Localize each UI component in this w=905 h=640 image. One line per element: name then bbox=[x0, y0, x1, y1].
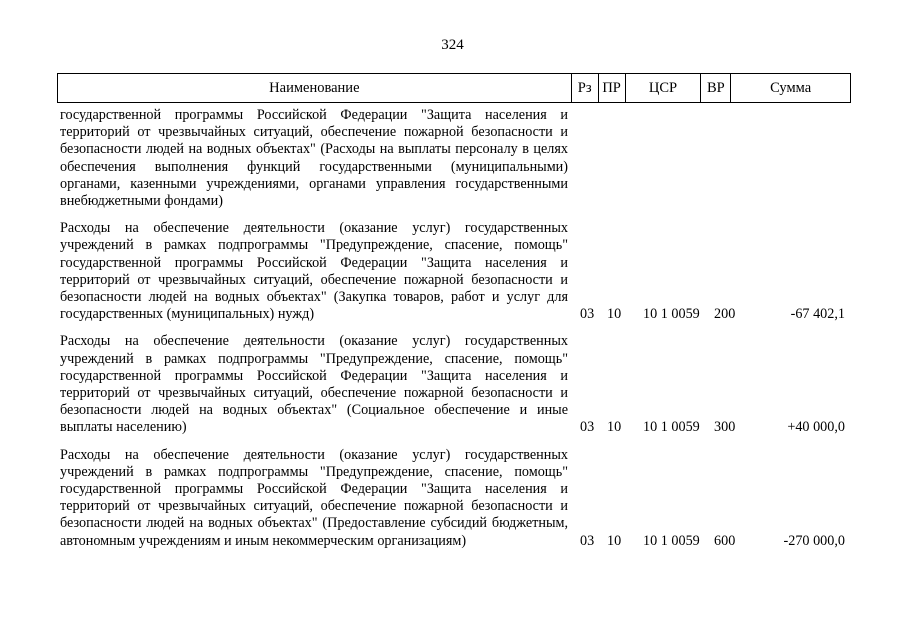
row-description: Расходы на обеспечение деятельности (оказание услуг) государственных учреждений в рамках подпрограммы "Предупреждение, спасение, помощь" государственной программы Российской Федерации "Защита населения и территорий от чрезвычайных ситуаций, обеспечение пожарной безопасности и безопасности людей на водных объектах" (Предоставление субсидий бюджетным, автономным учреждениям и иным некоммерческим организациям) bbox=[60, 446, 568, 549]
row-csr: 10 1 0059 bbox=[643, 532, 700, 549]
row-rz: 03 bbox=[580, 306, 595, 323]
header-name: Наименование bbox=[269, 79, 360, 96]
row-csr: 10 1 0059 bbox=[643, 419, 700, 436]
header-pr: ПР bbox=[598, 74, 625, 102]
row-pr: 10 bbox=[607, 419, 622, 436]
page-number: 324 bbox=[441, 37, 464, 53]
header-rz: Рз bbox=[571, 74, 598, 102]
header-csr: ЦСР bbox=[625, 74, 701, 102]
row-vr: 200 bbox=[714, 306, 736, 323]
table-row bbox=[60, 447, 850, 550]
row-vr: 300 bbox=[714, 419, 736, 436]
row-description: Расходы на обеспечение деятельности (оказание услуг) государственных учреждений в рамках подпрограммы "Предупреждение, спасение, помощь" государственной программы Российской Федерации "Защита населения и территорий от чрезвычайных ситуаций, обеспечение пожарной безопасности и безопасности людей на водных объектах" (Закупка товаров, работ и услуг для государственных (муниципальных) нужд) bbox=[60, 220, 568, 323]
row-description: Расходы на обеспечение деятельности (оказание услуг) государственных учреждений в рамках подпрограммы "Предупреждение, спасение, помощь" государственной программы Российской Федерации "Защита населения и территорий от чрезвычайных ситуаций, обеспечение пожарной безопасности и безопасности людей на водных объектах" (Социальное обеспечение и иные выплаты населению) bbox=[60, 333, 568, 436]
row-sum: +40 000,0 bbox=[787, 419, 845, 436]
row-vr: 600 bbox=[714, 532, 736, 549]
table-body bbox=[60, 107, 850, 560]
row-rz: 03 bbox=[580, 419, 595, 436]
row-csr: 10 1 0059 bbox=[643, 306, 700, 323]
row-sum: -67 402,1 bbox=[790, 306, 845, 323]
table-row bbox=[60, 333, 850, 436]
row-rz: 03 bbox=[580, 532, 595, 549]
header-vr: ВР bbox=[700, 74, 730, 102]
row-pr: 10 bbox=[607, 306, 622, 323]
header-sum: Сумма bbox=[730, 74, 850, 102]
table-row bbox=[60, 220, 850, 323]
table-row bbox=[60, 107, 850, 210]
table-header bbox=[57, 73, 851, 103]
row-sum: -270 000,0 bbox=[783, 532, 845, 549]
row-pr: 10 bbox=[607, 532, 622, 549]
row-description: государственной программы Российской Федерации "Защита населения и территорий от чрезвычайных ситуаций, обеспечение пожарной безопасности и безопасности людей на водных объектах" (Расходы на выплаты персоналу в целях обеспечения выполнения функций государственными (муниципальными) органами, казенными учреждениями, органами управления государственными внебюджетными фондами) bbox=[60, 107, 568, 210]
